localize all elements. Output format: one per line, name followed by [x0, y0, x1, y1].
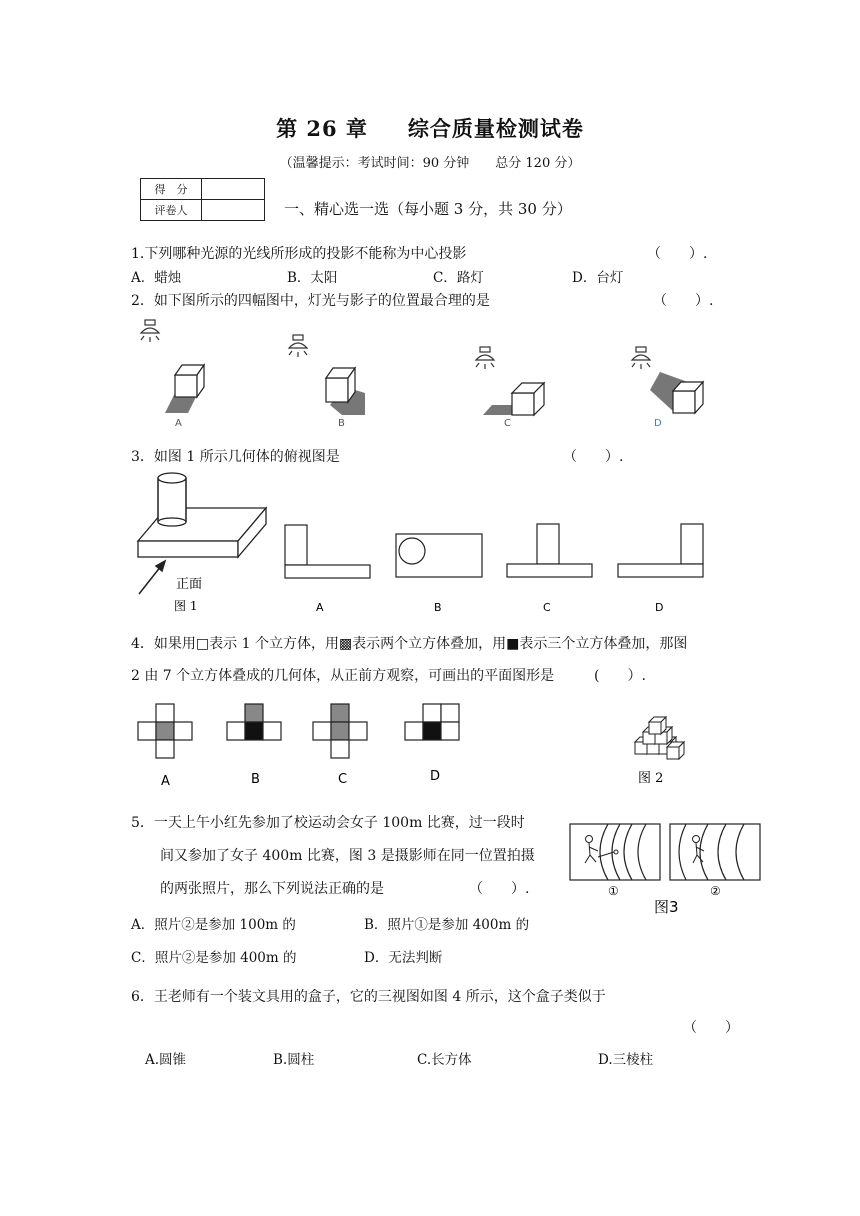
photo-1	[570, 824, 660, 880]
q2-text: 2．如下图所示的四幅图中，灯光与影子的位置最合理的是	[131, 293, 490, 309]
section-heading: 一、精心选一选（每小题 3 分，共 30 分）	[284, 200, 572, 218]
q1-option-a[interactable]: A．蜡烛	[131, 270, 182, 286]
page-title	[0, 113, 860, 143]
lamp-icon	[476, 347, 494, 369]
q4-answer-paren[interactable]: ( ）.	[594, 668, 646, 684]
q3-label-d: D	[655, 601, 664, 614]
q4-figures	[130, 700, 730, 795]
q6-option-b[interactable]: B.圆柱	[273, 1052, 315, 1068]
q2-label-d: D	[654, 418, 662, 429]
figure-2-label: 图 2	[638, 771, 664, 786]
q3-answer-paren[interactable]: （ ）.	[563, 449, 624, 465]
q3-option-b-view[interactable]	[396, 534, 482, 577]
q6-option-c[interactable]: C.长方体	[417, 1052, 472, 1068]
q2-figure-c	[476, 347, 544, 415]
q3-option-c-view[interactable]	[507, 524, 592, 577]
q5-text-line3: 的两张照片，那么下列说法正确的是	[160, 881, 384, 897]
figure-1-solid	[138, 473, 266, 557]
grader-label: 评卷人	[141, 200, 202, 221]
q6-option-d[interactable]: D.三棱柱	[598, 1052, 654, 1068]
figure-2-cubes	[635, 717, 684, 759]
q5-text-line2: 间又参加了女子 400m 比赛，图 3 是摄影师在同一位置拍摄	[160, 848, 535, 864]
q2-figures	[130, 315, 730, 435]
exam-hint: （温馨提示：考试时间：90 分钟 总分 120 分）	[279, 156, 581, 171]
q4-label-b: B	[251, 772, 260, 787]
q1-option-d[interactable]: D．台灯	[572, 270, 624, 286]
q6-option-a[interactable]: A.圆锥	[145, 1052, 187, 1068]
runner-icon	[693, 836, 705, 864]
photo-2	[670, 824, 760, 880]
q4-option-a-grid[interactable]	[138, 704, 192, 758]
q1-option-c[interactable]: C．路灯	[433, 270, 484, 286]
q2-figure-b	[289, 335, 365, 415]
q1-text: 1.下列哪种光源的光线所形成的投影不能称为中心投影	[131, 246, 467, 262]
front-label: 正面	[176, 577, 203, 592]
score-label: 得 分	[141, 179, 202, 200]
q2-answer-paren[interactable]: （ ）.	[653, 293, 714, 309]
q4-label-a: A	[161, 774, 170, 789]
q3-label-a: A	[316, 601, 324, 614]
q3-label-b: B	[434, 601, 442, 614]
q5-option-b[interactable]: B．照片①是参加 400m 的	[364, 917, 530, 933]
q3-option-a-view[interactable]	[285, 525, 370, 578]
q2-label-c: C	[504, 418, 511, 429]
front-arrow-icon	[139, 561, 165, 594]
lamp-icon	[141, 320, 159, 342]
figure-3-photos	[568, 822, 768, 917]
q4-option-d-grid[interactable]	[405, 704, 459, 740]
q4-label-c: C	[338, 772, 348, 787]
q3-text: 3．如图 1 所示几何体的俯视图是	[131, 449, 340, 465]
q4-label-d: D	[430, 769, 441, 784]
q4-text-line1: 4．如果用□表示 1 个立方体，用▩表示两个立方体叠加，用■表示三个立方体叠加，那图	[131, 636, 688, 652]
score-field[interactable]	[202, 179, 265, 200]
q4-option-c-grid[interactable]	[313, 704, 367, 758]
grader-field[interactable]	[202, 200, 265, 221]
q6-answer-paren[interactable]: （ ）	[683, 1020, 739, 1036]
q5-text-line1: 5．一天上午小红先参加了校运动会女子 100m 比赛，过一段时	[131, 815, 525, 831]
photo-1-label: ①	[608, 884, 619, 898]
q3-label-c: C	[543, 601, 551, 614]
lamp-icon	[289, 335, 307, 357]
photo-2-label: ②	[710, 884, 721, 898]
lamp-icon	[632, 347, 650, 369]
q5-option-c[interactable]: C．照片②是参加 400m 的	[131, 950, 297, 966]
figure-1-label: 图 1	[174, 599, 198, 613]
q4-text-line2: 2 由 7 个立方体叠成的几何体，从正前方观察，可画出的平面图形是	[131, 668, 555, 684]
q2-figure-d	[632, 347, 703, 413]
figure-3-label: 图3	[654, 898, 679, 916]
q1-answer-paren[interactable]: （ ）.	[647, 246, 708, 262]
score-box	[140, 178, 265, 221]
q3-figures	[130, 468, 730, 618]
q2-figure-a	[141, 320, 204, 413]
exam-name: 综合质量检测试卷	[407, 116, 584, 141]
q5-option-d[interactable]: D．无法判断	[364, 950, 443, 966]
q5-option-a[interactable]: A．照片②是参加 100m 的	[131, 917, 296, 933]
q4-option-b-grid[interactable]	[227, 704, 281, 740]
q5-answer-paren[interactable]: （ ）.	[469, 881, 530, 897]
q6-text: 6．王老师有一个装文具用的盒子，它的三视图如图 4 所示，这个盒子类似于	[131, 989, 606, 1005]
q3-option-d-view[interactable]	[618, 524, 703, 577]
q1-option-b[interactable]: B．太阳	[287, 270, 338, 286]
q2-label-a: A	[175, 418, 182, 429]
q2-label-b: B	[338, 418, 345, 429]
chapter-label: 第 26 章	[276, 116, 368, 141]
